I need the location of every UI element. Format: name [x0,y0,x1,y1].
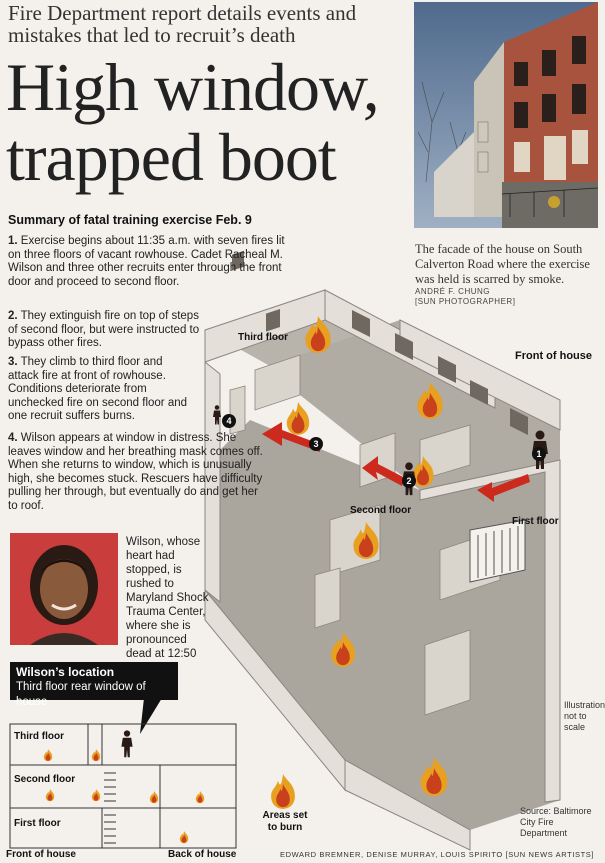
marker-3: 3 [309,437,323,451]
headline-line-2: trapped boot [6,119,336,195]
step-3 [8,356,190,424]
step-4-text: Wilson appears at window in distress. She leaves window and her breathing mask comes off. When she returns to window, which is unusually high, she becomes stuck. Rescuers have difficulty pulling her through, but eventually do and get her to roof. [8,432,263,512]
section-label-first-floor: First floor [14,818,61,829]
section-label-back: Back of house [168,849,237,860]
marker-1: 1 [532,447,546,461]
headline-line-1: High window, [6,49,379,125]
victim-portrait [10,533,118,645]
label-first-floor: First floor [512,516,559,527]
marker-4: 4 [222,414,236,428]
label-second-floor: Second floor [350,505,412,516]
source-note: Source: Baltimore City Fire Department [520,806,592,838]
step-2-text: They extinguish fire on top of steps of second floor, but were instructed to bypass other fires. [8,310,200,349]
step-2-number: 2. [8,310,18,322]
main-headline [6,49,406,195]
label-front-of-house: Front of house [515,350,592,362]
step-1 [8,235,298,289]
artist-credit: EDWARD BREMNER, DENISE MURRAY, LOUIS SPIRITO [SUN NEWS ARTISTS] [280,850,595,859]
step-1-text: Exercise begins about 11:35 a.m. with seven fires lit on three floors of vacant rowhouse. Cadet Racheal M. Wilson and three other recruits enter through the front door and proceed to second floor. [8,235,285,288]
legend-label: Areas set to burn [262,810,308,833]
scale-note: Illustration not to scale [564,700,605,732]
section-label-third-floor: Third floor [14,731,64,742]
step-2 [8,310,208,351]
photo-credit-org: [SUN PHOTOGRAPHER] [415,297,516,306]
step-4 [8,432,270,513]
photo-credit-name: ANDRÉ F. CHUNG [415,287,491,296]
section-label-front: Front of house [6,849,76,860]
portrait-caption: Wilson, whose heart had stopped, is rushed to Maryland Shock Trauma Center, where she is pronounced dead at 12:50 [126,536,209,660]
section-label-second-floor: Second floor [14,774,76,785]
summary-title: Summary of fatal training exercise Feb. 9 [8,213,252,227]
wilson-location-box [10,662,178,708]
location-subtitle: Third floor rear window of house [16,681,146,708]
kicker-headline: Fire Department report details events and mistakes that led to recruit’s death [8,1,357,47]
step-3-number: 3. [8,356,18,368]
location-title: Wilson’s location [16,665,115,679]
step-3-text: They climb to third floor and attack fire at front of rowhouse. Conditions deteriorate from unchecked fire on second floor and one recruit suffers burns. [8,356,188,422]
legend-flame-icon [266,772,302,812]
photo-caption-text: The facade of the house on South Calverton Road where the exercise was held is scarred by smoke. [415,242,590,286]
label-third-floor: Third floor [238,332,288,343]
step-1-number: 1. [8,235,18,247]
marker-2: 2 [402,474,416,488]
step-4-number: 4. [8,432,18,444]
